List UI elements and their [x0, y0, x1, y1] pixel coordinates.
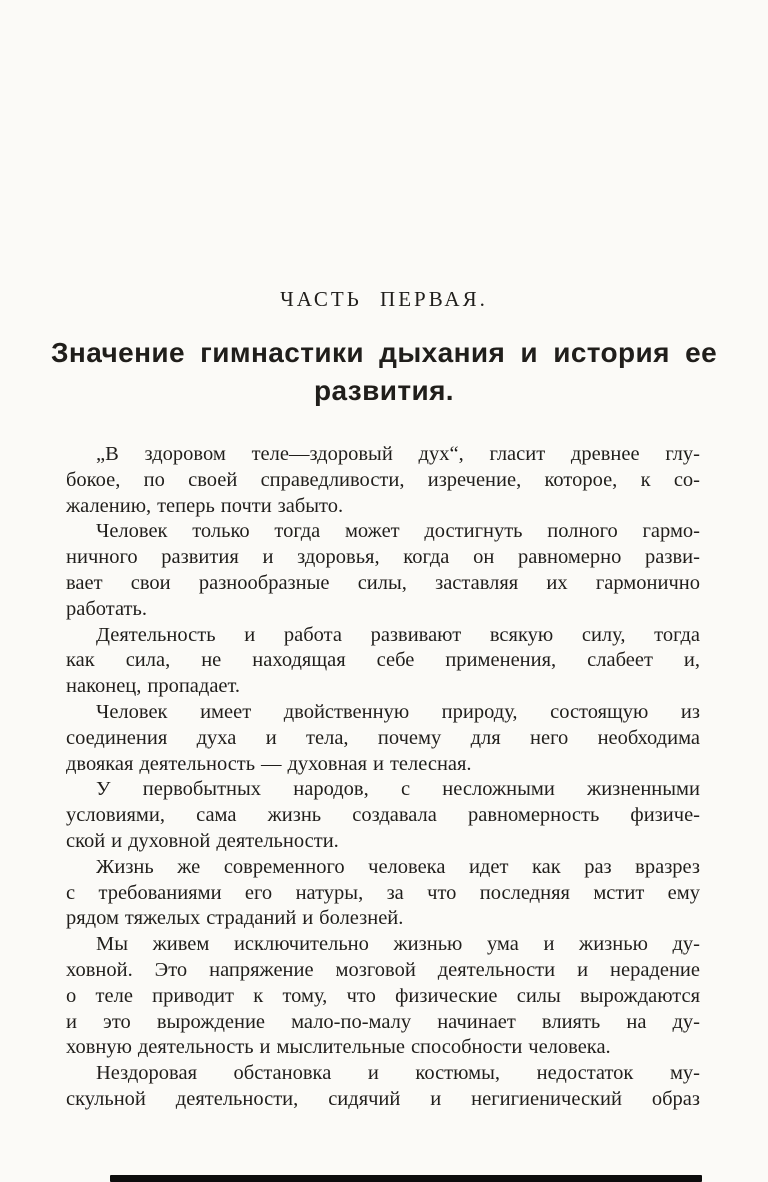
text-line: Человек имеет двойственную природу, состоящую из — [96, 700, 700, 723]
part-heading: ЧАСТЬ ПЕРВАЯ. — [280, 287, 488, 311]
text-line: „В здоровом теле—здоровый дух“, гласит древнее глу- — [96, 443, 700, 465]
paragraph — [66, 777, 700, 854]
chapter-title — [0, 334, 768, 410]
page-body-text — [66, 442, 700, 1113]
text-line: и это вырождение мало-по-малу начинает влиять на ду- — [66, 1010, 700, 1033]
text-line: с требованиями его натуры, за что последняя мстит ему — [66, 881, 700, 904]
text-line: ховной. Это напряжение мозговой деятельности и нерадение — [66, 958, 700, 981]
paragraph — [66, 519, 700, 622]
text-line: о теле приводит к тому, что физические силы вырождаются — [66, 984, 700, 1007]
chapter-title-line: Значение гимнастики дыхания и история ее — [50, 337, 718, 368]
paragraph — [66, 623, 700, 700]
text-line: как сила, не находящая себе применения, слабеет и, — [66, 649, 700, 672]
text-line: ничного развития и здоровья, когда он равномерно разви- — [66, 546, 700, 569]
text-line: вает свои разнообразные силы, заставляя их гармонично — [66, 571, 700, 594]
text-line: Жизнь же современного человека идет как раз вразрез — [96, 855, 700, 878]
text-line: ской и духовной деятельности. — [66, 829, 339, 852]
text-line: бокое, по своей справедливости, изречение, которое, к со- — [66, 468, 700, 491]
scan-cutoff-text-artifact — [110, 1175, 702, 1182]
text-line: Человек только тогда может достигнуть полного гармо- — [96, 520, 700, 543]
text-line: Нездоровая обстановка и костюмы, недостаток му- — [96, 1062, 700, 1085]
text-line: ховную деятельность и мыслительные способности человека. — [66, 1036, 611, 1059]
text-line: соединения духа и тела, почему для него необходима — [66, 726, 700, 749]
paragraph — [66, 855, 700, 932]
paragraph — [66, 442, 700, 519]
paragraph — [66, 700, 700, 777]
text-line: условиями, сама жизнь создавала равномерность физиче- — [66, 804, 700, 827]
text-line: работать. — [66, 597, 147, 620]
paragraph — [66, 932, 700, 1061]
text-line: Мы живем исключительно жизнью ума и жизнью ду- — [96, 933, 700, 956]
text-line: скульной деятельности, сидячий и негигиенический образ — [66, 1087, 700, 1110]
text-line: наконец, пропадает. — [66, 675, 241, 698]
text-line: жалению, теперь почти забыто. — [66, 494, 344, 517]
text-line: Деятельность и работа развивают всякую силу, тогда — [96, 623, 700, 646]
text-line: двоякая деятельность — духовная и телесная. — [66, 752, 472, 775]
paragraph — [66, 1061, 700, 1113]
chapter-title-line: развития. — [313, 375, 454, 406]
text-line: У первобытных народов, с несложными жизненными — [96, 778, 700, 801]
text-line: рядом тяжелых страданий и болезней. — [66, 907, 404, 930]
